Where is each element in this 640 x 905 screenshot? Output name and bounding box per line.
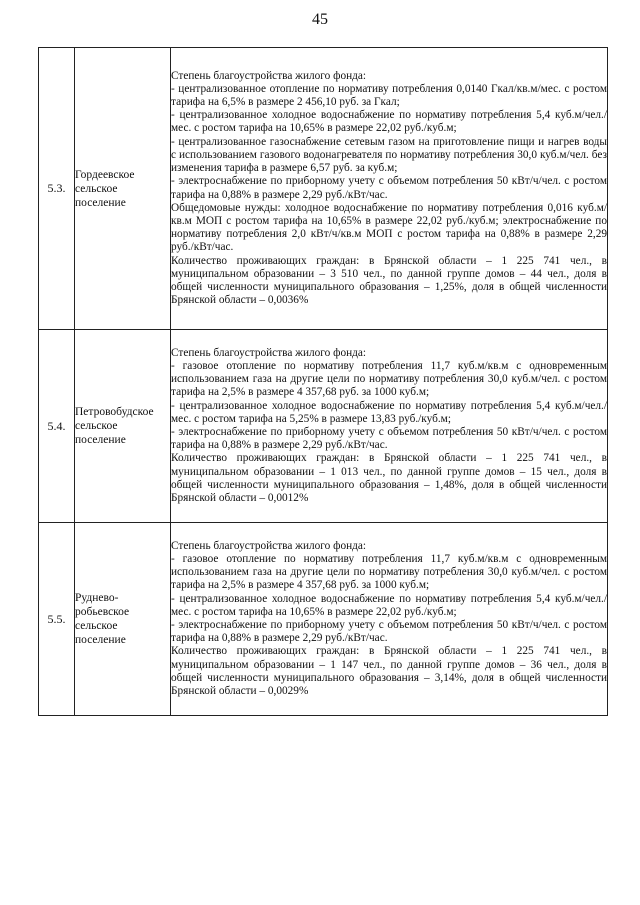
- table-row: [39, 523, 608, 716]
- table-row: [39, 330, 608, 523]
- paragraph: Количество проживающих граждан: в Брянской области – 1 225 741 чел., в муниципальном образовании – 3 510 чел., по данной группе домов – 44 чел., доля в общей численности муниципального образования – 1,25%, доля в общей численности Брянской области – 0,0036%: [171, 254, 607, 307]
- paragraph: - электроснабжение по приборному учету с объемом потребления 50 кВт/ч/чел. с ростом тарифа на 0,88% в размере 2,29 руб./кВт/час.: [171, 426, 607, 452]
- settlement-name-line: Руднево-: [75, 592, 119, 604]
- settlement-name-line: поселение: [75, 434, 126, 446]
- paragraph: - газовое отопление по нормативу потребления 11,7 куб.м/кв.м с одновременным использованием газа на другие цели по нормативу потребления 30,0 куб.м/чел. с ростом тарифа на 2,5% в размере 4 357,68 руб. за 1000 куб.м;: [171, 359, 607, 399]
- paragraph: - централизованное отопление по нормативу потребления 0,0140 Гкал/кв.м/мес. с ростом тарифа на 6,5% в размере 2 456,10 руб. за Гкал;: [171, 82, 607, 109]
- paragraph: - централизованное холодное водоснабжение по нормативу потребления 5,4 куб.м/чел./мес. с ростом тарифа на 10,65% в размере 22,02 руб./куб.м;: [171, 592, 607, 618]
- paragraph: Количество проживающих граждан: в Брянской области – 1 225 741 чел., в муниципальном образовании – 1 013 чел., по данной группе домов – 15 чел., доля в общей численности муниципального образования – 1,48%, доля в общей численности Брянской области – 0,0012%: [171, 452, 607, 505]
- settlement-name-line: сельское: [75, 420, 118, 432]
- settlement-name-line: робьевское: [75, 606, 130, 618]
- paragraph: - электроснабжение по приборному учету с объемом потребления 50 кВт/ч/чел. с ростом тарифа на 0,88% в размере 2,29 руб./кВт/час.: [171, 175, 607, 201]
- paragraph: Степень благоустройства жилого фонда:: [171, 346, 367, 359]
- page-number: 45: [312, 11, 328, 28]
- paragraph: Количество проживающих граждан: в Брянской области – 1 225 741 чел., в муниципальном образовании – 1 147 чел., по данной группе домов – 36 чел., доля в общей численности муниципального образования – 3,14%, доля в общей численности Брянской области – 0,0029%: [171, 645, 607, 698]
- row-number: 5.4.: [39, 330, 75, 523]
- paragraph: Степень благоустройства жилого фонда:: [171, 69, 367, 82]
- settlement-name-line: поселение: [75, 634, 126, 646]
- settlement-name-line: сельское: [75, 182, 118, 195]
- settlement-name-line: поселение: [75, 196, 126, 209]
- paragraph: - газовое отопление по нормативу потребления 11,7 куб.м/кв.м с одновременным использованием газа на другие цели по нормативу потребления 30,0 куб.м/чел. с ростом тарифа на 2,5% в размере 4 357,68 руб. за 1000 куб.м;: [171, 552, 607, 592]
- settlements-table: [38, 47, 608, 716]
- paragraph: - централизованное холодное водоснабжение по нормативу потребления 5,4 куб.м/чел./мес. с ростом тарифа на 5,25% в размере 13,83 руб./куб.м;: [171, 399, 607, 425]
- housing-description: [171, 48, 608, 330]
- settlement-name-line: Гордеевское: [75, 168, 135, 181]
- settlement-name: [75, 523, 171, 716]
- table-row: [39, 48, 608, 330]
- paragraph: Общедомовые нужды: холодное водоснабжение по нормативу потребления 0,016 куб.м/кв.м МОП с ростом тарифа на 10,65% в размере 22,02 руб./куб.м; электроснабжение по нормативу потребления 2,0 кВт/ч/кв.м МОП с ростом тарифа на 0,88% в размере 2,29 руб./кВт/час.: [171, 201, 607, 254]
- paragraph: - электроснабжение по приборному учету с объемом потребления 50 кВт/ч/чел. с ростом тарифа на 0,88% в размере 2,29 руб./кВт/час.: [171, 619, 607, 645]
- paragraph: Степень благоустройства жилого фонда:: [171, 539, 367, 552]
- housing-description: [171, 330, 608, 523]
- row-number: 5.5.: [39, 523, 75, 716]
- paragraph: - централизованное газоснабжение сетевым газом на приготовление пищи и нагрев воды с использованием газового водонагревателя по нормативу потребления 30,0 куб.м/чел. без изменения тарифа в размере 6,57 руб. за куб.м;: [171, 135, 607, 175]
- row-number: 5.3.: [39, 48, 75, 330]
- settlement-name-line: сельское: [75, 620, 118, 632]
- settlement-name-line: Петровобудское: [75, 406, 154, 418]
- paragraph: - централизованное холодное водоснабжение по нормативу потребления 5,4 куб.м/чел./мес. с ростом тарифа на 10,65% в размере 22,02 руб./куб.м;: [171, 109, 607, 135]
- settlement-name: [75, 330, 171, 523]
- settlement-name: [75, 48, 171, 330]
- housing-description: [171, 523, 608, 716]
